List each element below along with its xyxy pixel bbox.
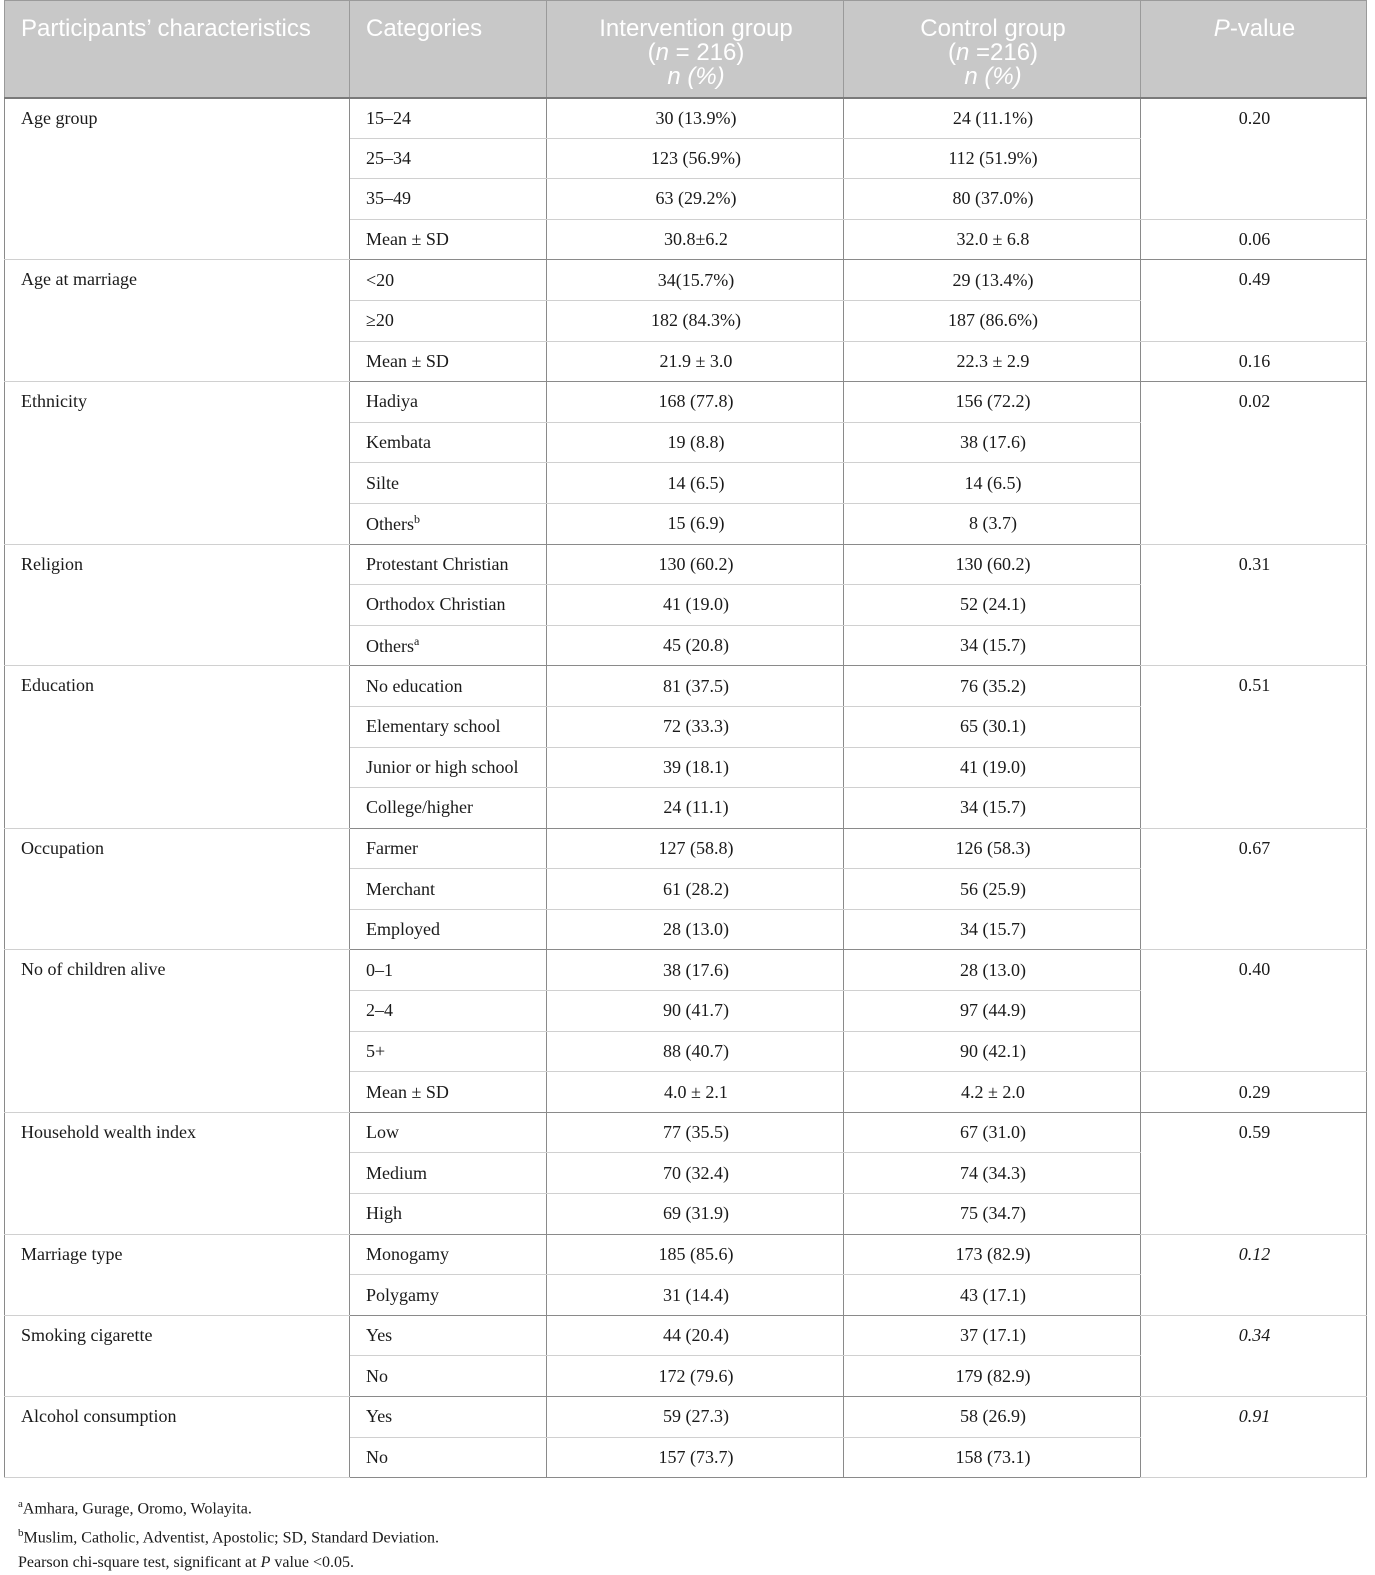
category-label: Merchant: [366, 878, 435, 899]
cell-intervention: 88 (40.7): [547, 1031, 844, 1072]
cell-p-value: 0.40: [1141, 950, 1367, 1072]
cell-category: [350, 828, 547, 869]
cell-control: 67 (31.0): [844, 1112, 1141, 1153]
category-label: Mean ± SD: [366, 1081, 449, 1102]
cell-intervention: 15 (6.9): [547, 503, 844, 544]
cell-control: 22.3 ± 2.9: [844, 341, 1141, 382]
characteristics-table: [4, 0, 1367, 1478]
cell-p-value: 0.67: [1141, 828, 1367, 950]
category-label: Kembata: [366, 432, 431, 453]
cell-intervention: 39 (18.1): [547, 747, 844, 788]
cell-intervention: 77 (35.5): [547, 1112, 844, 1153]
cell-intervention: 61 (28.2): [547, 869, 844, 910]
category-label: Polygamy: [366, 1284, 440, 1305]
footnotes: [18, 1492, 439, 1575]
category-label: Medium: [366, 1162, 427, 1183]
category-label: 0–1: [366, 959, 393, 980]
category-label: Farmer: [366, 837, 418, 858]
category-label: Mean ± SD: [366, 350, 449, 371]
category-label: Elementary school: [366, 716, 501, 737]
cell-intervention: 30.8±6.2: [547, 219, 844, 260]
cell-control: 126 (58.3): [844, 828, 1141, 869]
cell-characteristic: Ethnicity: [5, 382, 350, 544]
table-body: [5, 98, 1367, 1478]
cell-p-value: 0.51: [1141, 666, 1367, 828]
cell-category: [350, 666, 547, 707]
cell-p-value: 0.06: [1141, 219, 1367, 260]
cell-control: 75 (34.7): [844, 1194, 1141, 1235]
cell-control: 187 (86.6%): [844, 300, 1141, 341]
cell-intervention: 19 (8.8): [547, 422, 844, 463]
category-label: 15–24: [366, 107, 411, 128]
category-label: College/higher: [366, 797, 473, 818]
cell-category: [350, 98, 547, 139]
category-label: Others: [366, 636, 414, 657]
cell-intervention: 123 (56.9%): [547, 138, 844, 179]
category-label: No: [366, 1365, 388, 1386]
cell-characteristic: Smoking cigarette: [5, 1315, 350, 1396]
table-header-row: [5, 1, 1367, 98]
cell-p-value: 0.49: [1141, 260, 1367, 341]
cell-p-value: 0.29: [1141, 1072, 1367, 1113]
header-control: [844, 1, 1141, 98]
cell-control: 58 (26.9): [844, 1397, 1141, 1438]
cell-control: 97 (44.9): [844, 991, 1141, 1032]
cell-category: [350, 788, 547, 829]
cell-category: [350, 1194, 547, 1235]
cell-category: [350, 991, 547, 1032]
header-control-n: (n =216): [947, 39, 1039, 66]
cell-control: 65 (30.1): [844, 706, 1141, 747]
cell-control: 52 (24.1): [844, 585, 1141, 626]
cell-category: [350, 341, 547, 382]
category-label: Protestant Christian: [366, 553, 509, 574]
cell-intervention: 45 (20.8): [547, 625, 844, 666]
cell-control: 112 (51.9%): [844, 138, 1141, 179]
cell-control: 76 (35.2): [844, 666, 1141, 707]
cell-control: 130 (60.2): [844, 544, 1141, 585]
cell-control: 173 (82.9): [844, 1234, 1141, 1275]
cell-control: 56 (25.9): [844, 869, 1141, 910]
cell-intervention: 72 (33.3): [547, 706, 844, 747]
cell-control: 29 (13.4%): [844, 260, 1141, 301]
cell-category: [350, 625, 547, 666]
cell-p-value: 0.16: [1141, 341, 1367, 382]
footnote-a-text: Amhara, Gurage, Oromo, Wolayita.: [22, 1500, 252, 1518]
cell-control: 24 (11.1%): [844, 98, 1141, 139]
cell-category: [350, 219, 547, 260]
cell-control: 8 (3.7): [844, 503, 1141, 544]
cell-intervention: 185 (85.6): [547, 1234, 844, 1275]
category-label: 35–49: [366, 188, 411, 209]
table-row: [5, 544, 1367, 585]
cell-control: 34 (15.7): [844, 909, 1141, 950]
cell-category: [350, 1153, 547, 1194]
table-row: [5, 1397, 1367, 1438]
cell-p-value: 0.02: [1141, 382, 1367, 544]
footnote-c: Pearson chi-square test, significant at P value <0.05.: [18, 1553, 355, 1571]
cell-control: 158 (73.1): [844, 1437, 1141, 1478]
cell-intervention: 4.0 ± 2.1: [547, 1072, 844, 1113]
cell-category: [350, 1031, 547, 1072]
cell-control: 156 (72.2): [844, 382, 1141, 423]
cell-p-value: 0.34: [1141, 1315, 1367, 1396]
cell-category: [350, 1315, 547, 1356]
cell-control: 14 (6.5): [844, 463, 1141, 504]
cell-category: [350, 503, 547, 544]
cell-intervention: 69 (31.9): [547, 1194, 844, 1235]
category-label: Others: [366, 514, 414, 535]
cell-category: [350, 747, 547, 788]
cell-intervention: 127 (58.8): [547, 828, 844, 869]
category-label: Yes: [366, 1406, 393, 1427]
cell-category: [350, 1234, 547, 1275]
cell-intervention: 30 (13.9%): [547, 98, 844, 139]
header-p-value: P-value: [1141, 1, 1367, 98]
table-row: [5, 666, 1367, 707]
cell-control: 37 (17.1): [844, 1315, 1141, 1356]
footnote-marker: b: [414, 512, 420, 527]
cell-intervention: 14 (6.5): [547, 463, 844, 504]
footnote-a: [18, 1492, 439, 1521]
cell-intervention: 182 (84.3%): [547, 300, 844, 341]
category-label: Yes: [366, 1325, 393, 1346]
cell-characteristic: Alcohol consumption: [5, 1397, 350, 1478]
category-label: Low: [366, 1122, 399, 1143]
cell-characteristic: Household wealth index: [5, 1112, 350, 1234]
category-label: No education: [366, 675, 463, 696]
category-label: Monogamy: [366, 1243, 449, 1264]
cell-intervention: 31 (14.4): [547, 1275, 844, 1316]
cell-control: 38 (17.6): [844, 422, 1141, 463]
cell-intervention: 70 (32.4): [547, 1153, 844, 1194]
header-control-title: Control group: [920, 15, 1066, 42]
cell-characteristic: Age group: [5, 98, 350, 260]
table-row: [5, 260, 1367, 301]
cell-category: [350, 422, 547, 463]
cell-control: 74 (34.3): [844, 1153, 1141, 1194]
cell-category: [350, 544, 547, 585]
cell-category: [350, 950, 547, 991]
cell-control: 80 (37.0%): [844, 179, 1141, 220]
cell-intervention: 59 (27.3): [547, 1397, 844, 1438]
category-label: No: [366, 1446, 388, 1467]
category-label: High: [366, 1203, 402, 1224]
cell-intervention: 24 (11.1): [547, 788, 844, 829]
cell-category: [350, 179, 547, 220]
cell-category: [350, 706, 547, 747]
header-intervention-n: (n = 216): [647, 39, 745, 66]
cell-category: [350, 260, 547, 301]
cell-p-value: 0.31: [1141, 544, 1367, 666]
cell-intervention: 157 (73.7): [547, 1437, 844, 1478]
cell-control: 4.2 ± 2.0: [844, 1072, 1141, 1113]
category-label: Silte: [366, 472, 400, 493]
cell-category: [350, 585, 547, 626]
cell-intervention: 44 (20.4): [547, 1315, 844, 1356]
cell-category: [350, 300, 547, 341]
cell-control: 90 (42.1): [844, 1031, 1141, 1072]
cell-intervention: 38 (17.6): [547, 950, 844, 991]
table-row: [5, 1315, 1367, 1356]
category-label: Junior or high school: [366, 756, 519, 777]
category-label: Orthodox Christian: [366, 594, 506, 615]
cell-control: 41 (19.0): [844, 747, 1141, 788]
cell-intervention: 81 (37.5): [547, 666, 844, 707]
category-label: 2–4: [366, 1000, 393, 1021]
table-row: [5, 98, 1367, 139]
cell-category: [350, 1356, 547, 1397]
cell-characteristic: Occupation: [5, 828, 350, 950]
header-characteristics: Participants’ characteristics: [5, 1, 350, 98]
table-row: [5, 950, 1367, 991]
header-intervention: [547, 1, 844, 98]
cell-control: 34 (15.7): [844, 788, 1141, 829]
cell-intervention: 41 (19.0): [547, 585, 844, 626]
table-row: [5, 1112, 1367, 1153]
cell-control: 32.0 ± 6.8: [844, 219, 1141, 260]
cell-intervention: 21.9 ± 3.0: [547, 341, 844, 382]
table-row: [5, 828, 1367, 869]
cell-category: [350, 909, 547, 950]
cell-intervention: 63 (29.2%): [547, 179, 844, 220]
footnote-b-text: Muslim, Catholic, Adventist, Apostolic; SD, Standard Deviation.: [23, 1529, 440, 1547]
cell-category: [350, 1072, 547, 1113]
cell-category: [350, 1112, 547, 1153]
footnote-b-marker: b: [18, 1527, 24, 1540]
footnote-a-marker: a: [18, 1498, 23, 1510]
table-row: [5, 1234, 1367, 1275]
cell-intervention: 90 (41.7): [547, 991, 844, 1032]
cell-category: [350, 138, 547, 179]
cell-p-value: 0.59: [1141, 1112, 1367, 1234]
cell-p-value: 0.91: [1141, 1397, 1367, 1478]
cell-p-value: 0.12: [1141, 1234, 1367, 1315]
category-label: <20: [366, 269, 395, 290]
cell-category: [350, 1275, 547, 1316]
cell-characteristic: No of children alive: [5, 950, 350, 1112]
category-label: 5+: [366, 1040, 386, 1061]
cell-category: [350, 1437, 547, 1478]
cell-intervention: 172 (79.6): [547, 1356, 844, 1397]
header-control-unit: n (%): [964, 63, 1022, 90]
cell-characteristic: Marriage type: [5, 1234, 350, 1315]
cell-category: [350, 1397, 547, 1438]
footnote-marker: a: [414, 634, 420, 649]
category-label: Employed: [366, 919, 440, 940]
cell-intervention: 168 (77.8): [547, 382, 844, 423]
cell-category: [350, 463, 547, 504]
category-label: 25–34: [366, 147, 411, 168]
category-label: ≥20: [366, 310, 394, 331]
cell-control: 28 (13.0): [844, 950, 1141, 991]
footnote-b: [18, 1521, 439, 1550]
cell-intervention: 130 (60.2): [547, 544, 844, 585]
cell-characteristic: Education: [5, 666, 350, 828]
cell-intervention: 28 (13.0): [547, 909, 844, 950]
cell-intervention: 34(15.7%): [547, 260, 844, 301]
header-intervention-unit: n (%): [667, 63, 725, 90]
category-label: Mean ± SD: [366, 229, 449, 250]
cell-control: 179 (82.9): [844, 1356, 1141, 1397]
cell-control: 43 (17.1): [844, 1275, 1141, 1316]
cell-control: 34 (15.7): [844, 625, 1141, 666]
table-row: [5, 382, 1367, 423]
cell-category: [350, 869, 547, 910]
cell-characteristic: Religion: [5, 544, 350, 666]
category-label: Hadiya: [366, 391, 418, 412]
cell-p-value: 0.20: [1141, 98, 1367, 220]
cell-characteristic: Age at marriage: [5, 260, 350, 382]
header-categories: Categories: [350, 1, 547, 98]
header-intervention-title: Intervention group: [599, 15, 793, 42]
cell-category: [350, 382, 547, 423]
